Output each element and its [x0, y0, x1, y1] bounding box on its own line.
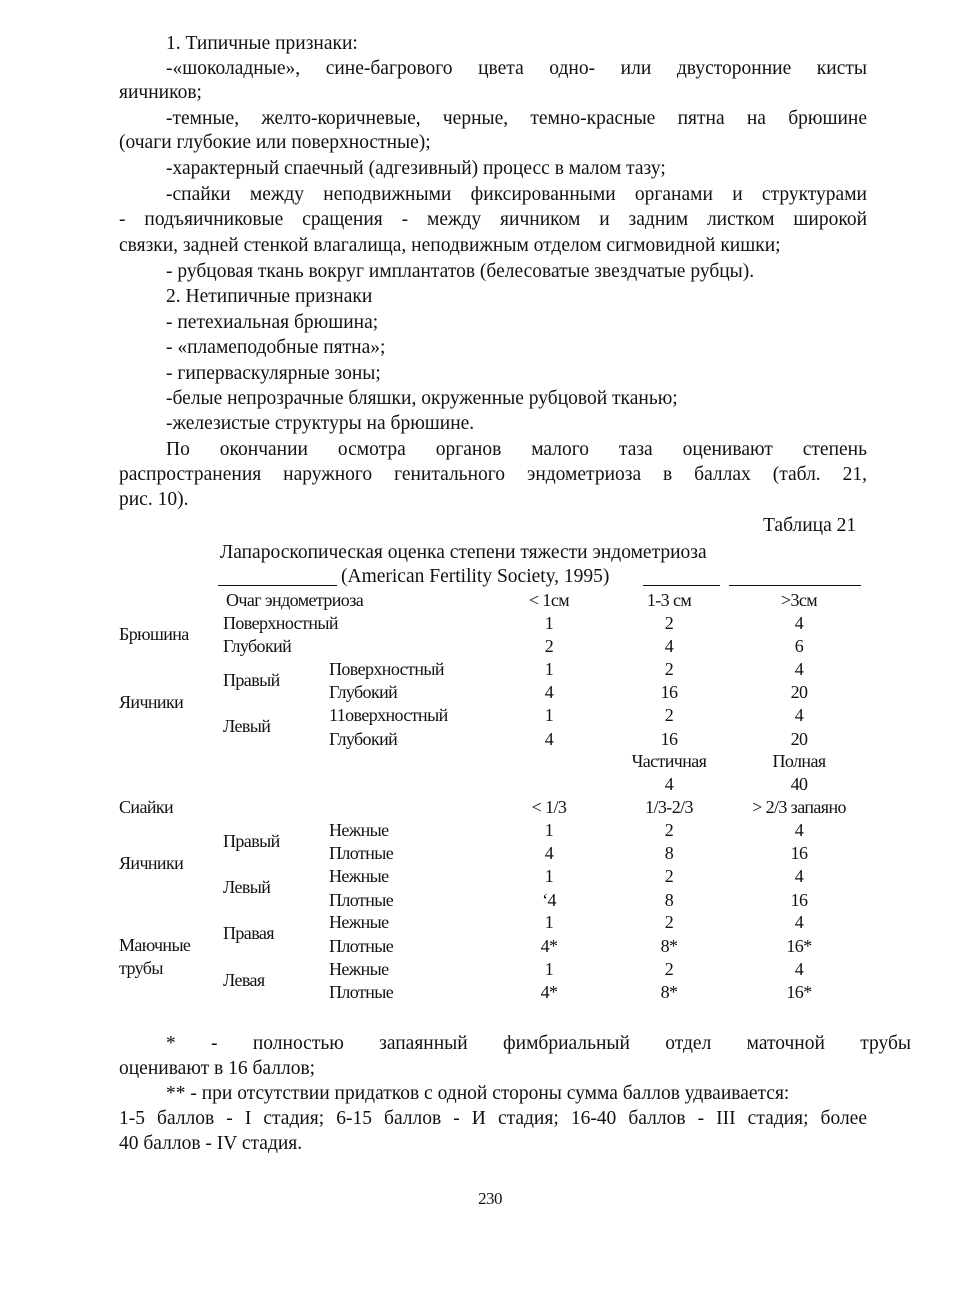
table-cell: 20 [790, 729, 808, 749]
table-cell: 2 [664, 866, 674, 886]
row-label: Глубокий [329, 729, 398, 749]
table-cell: 16* [786, 982, 812, 1002]
table-cell: 2 [664, 705, 674, 725]
table-cell: 16 [660, 729, 678, 749]
footnote-2: ** - при отсутствии придатков с одной стороны сумма баллов удваивается: [166, 1083, 790, 1104]
table-cell: 2 [664, 659, 674, 679]
table-cell: 4 [544, 729, 554, 749]
row-label: Нежные [329, 912, 389, 932]
table-cell: 1 [544, 820, 554, 840]
title-rule [643, 585, 720, 586]
table-cell: 2 [664, 613, 674, 633]
table-cell: 4 [664, 774, 674, 794]
row-label: Поверхностный [223, 613, 338, 633]
row-group-ovaries-adh: Яичники [119, 853, 184, 873]
header-focus: Очаг эндометриоза [226, 590, 364, 610]
table-cell: 16 [660, 682, 678, 702]
footnote-1-cont: оценивают в 16 баллов; [119, 1058, 316, 1079]
table-cell: 4 [544, 843, 554, 863]
page-number: 230 [478, 1189, 502, 1208]
text-line: (очаги глубокие или поверхностные); [119, 132, 431, 153]
table-cell: 4 [794, 613, 804, 633]
table-cell: 1 [544, 912, 554, 932]
table-cell: 4 [794, 912, 804, 932]
table-cell: 1 [544, 866, 554, 886]
text-line: - подъяичниковые сращения - между яичником и задним листком широкой [119, 209, 867, 230]
table-cell: 4 [794, 959, 804, 979]
header-complete: Полная [772, 751, 826, 771]
row-label: Нежные [329, 959, 389, 979]
table-cell: 6 [794, 636, 804, 656]
table-cell: 1 [544, 705, 554, 725]
text-line: - петехиальная брюшина; [166, 312, 379, 333]
text-line: связки, задней стенкой влагалища, неподвижным отделом сигмовидной кишки; [119, 235, 781, 256]
table-cell: 2 [664, 959, 674, 979]
text-line: яичников; [119, 82, 202, 103]
table-cell: 8 [664, 843, 674, 863]
text-line: -темные, желто-коричневые, черные, темно-красные пятна на брюшине [166, 108, 867, 129]
table-cell: 4 [794, 820, 804, 840]
side-right: Правый [223, 831, 280, 851]
table-cell: 1 [544, 959, 554, 979]
table-cell: 1 [544, 659, 554, 679]
section-2-heading: 2. Нетипичные признаки [166, 286, 373, 307]
footnote-1: * - полностью запаянный фимбриальный отдел маточной трубы [166, 1033, 911, 1054]
table-cell: 2 [664, 820, 674, 840]
table-cell: 20 [790, 682, 808, 702]
text-line: -«шоколадные», сине-багрового цвета одно- или двусторонние кисты [166, 58, 867, 79]
text-line: - рубцовая ткань вокруг имплантатов (белесоватые звездчатые рубцы). [166, 261, 755, 282]
table-title: Лапароскопическая оценка степени тяжести эндометриоза [220, 542, 707, 563]
adh-header-col3: > 2/3 запаяно [752, 797, 846, 817]
table-cell: 40 [790, 774, 808, 794]
header-col2: 1-3 см [646, 590, 692, 610]
header-col1: < 1см [528, 590, 570, 610]
table-cell: 16* [786, 936, 812, 956]
table-cell: 4* [540, 982, 558, 1002]
table-cell: 4 [794, 659, 804, 679]
table-cell: 4 [664, 636, 674, 656]
side-left: Левый [223, 877, 271, 897]
table-cell: 8* [660, 936, 678, 956]
row-label: 11оверхностный [329, 705, 448, 725]
section-1-heading: 1. Типичные признаки: [166, 33, 358, 54]
header-col3: >3см [780, 590, 818, 610]
side-right: Правый [223, 670, 280, 690]
row-label: Глубокий [223, 636, 292, 656]
table-cell: 16 [790, 843, 808, 863]
row-group-peritoneum: Брюшина [119, 624, 189, 644]
row-group-ovaries: Яичники [119, 692, 184, 712]
table-cell: 16 [790, 890, 808, 910]
staging-line: 1-5 баллов - I стадия; 6-15 баллов - И стадия; 16-40 баллов - III стадия; более [119, 1108, 867, 1129]
table-cell: ‘4 [542, 890, 556, 910]
side-left: Левый [223, 716, 271, 736]
table-cell: 8* [660, 982, 678, 1002]
row-group-tubes: трубы [119, 958, 163, 978]
table-cell: 8 [664, 890, 674, 910]
side-right: Правая [223, 923, 274, 943]
text-line: рис. 10). [119, 489, 189, 510]
side-left: Левая [223, 970, 265, 990]
table-cell: 4 [544, 682, 554, 702]
row-label: Поверхностный [329, 659, 444, 679]
table-label: Таблица 21 [763, 515, 857, 536]
table-cell: 1 [544, 613, 554, 633]
text-line: По окончании осмотра органов малого таза оценивают степень [166, 439, 867, 460]
table-cell: 2 [664, 912, 674, 932]
table-cell: 4 [794, 866, 804, 886]
adh-header-col1: < 1/3 [531, 797, 567, 817]
table-subtitle: (American Fertility Society, 1995) [341, 566, 610, 587]
text-line: - «пламеподобные пятна»; [166, 337, 386, 358]
table-cell: 4 [794, 705, 804, 725]
row-label: Глубокий [329, 682, 398, 702]
title-rule [218, 585, 337, 586]
header-partial: Частичная [631, 751, 707, 771]
row-label: Плотные [329, 982, 394, 1002]
adh-header-col2: 1/3-2/3 [645, 797, 693, 817]
row-label: Плотные [329, 890, 394, 910]
row-label: Плотные [329, 936, 394, 956]
row-label: Нежные [329, 866, 389, 886]
text-line: - гиперваскулярные зоны; [166, 363, 381, 384]
text-line: -белые непрозрачные бляшки, окруженные рубцовой тканью; [166, 388, 678, 409]
row-group-adhesions: Сиайки [119, 797, 174, 817]
row-group-tubes: Маючные [119, 935, 191, 955]
row-label: Плотные [329, 843, 394, 863]
title-rule [729, 585, 861, 586]
staging-line: 40 баллов - IV стадия. [119, 1133, 303, 1154]
text-line: -спайки между неподвижными фиксированными органами и структурами [166, 184, 867, 205]
table-cell: 2 [544, 636, 554, 656]
row-label: Нежные [329, 820, 389, 840]
text-line: -железистые структуры на брюшине. [166, 413, 475, 434]
text-line: -характерный спаечный (адгезивный) процесс в малом тазу; [166, 158, 666, 179]
text-line: распространения наружного генитального эндометриоза в баллах (табл. 21, [119, 464, 867, 485]
table-cell: 4* [540, 936, 558, 956]
